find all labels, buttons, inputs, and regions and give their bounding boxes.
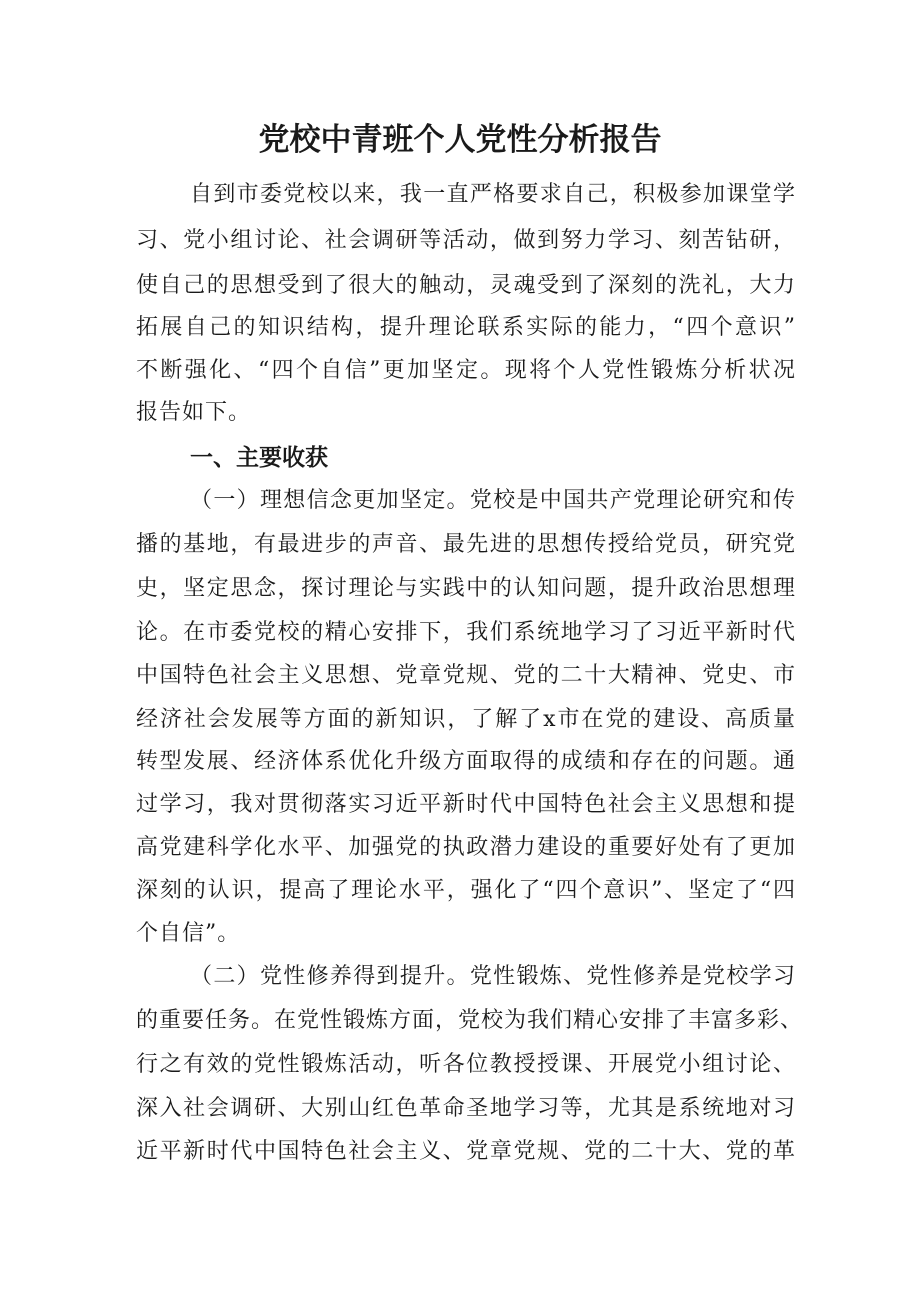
intro-line: 拓展自己的知识结构，提升理论联系实际的能力，“四个意识” xyxy=(136,315,796,340)
paragraph-line: 转型发展、经济体系优化升级方面取得的成绩和存在的问题。通 xyxy=(136,749,796,774)
paragraph-line: 经济社会发展等方面的新知识，了解了x市在党的建设、高质量 xyxy=(136,707,796,732)
intro-line: 报告如下。 xyxy=(136,400,252,425)
paragraph-line: 个自信”。 xyxy=(136,921,241,946)
intro-line: 自到市委党校以来，我一直严格要求自己，积极参加课堂学 xyxy=(190,182,796,207)
paragraph-line: 近平新时代中国特色社会主义、党章党规、党的二十大、党的革 xyxy=(136,1139,796,1164)
paragraph-line: 论。在市委党校的精心安排下，我们系统地学习了习近平新时代 xyxy=(136,620,796,645)
section-heading: 一、主要收获 xyxy=(190,445,328,471)
paragraph-line: 深刻的认识，提高了理论水平，强化了“四个意识”、坚定了“四 xyxy=(136,878,796,903)
paragraph-line: 高党建科学化水平、加强党的执政潜力建设的重要好处有了更加 xyxy=(136,835,796,860)
intro-line: 不断强化、“四个自信”更加坚定。现将个人党性锻炼分析状况 xyxy=(136,358,796,383)
paragraph-line: 过学习，我对贯彻落实习近平新时代中国特色社会主义思想和提 xyxy=(136,792,796,817)
paragraph-line: （一）理想信念更加坚定。党校是中国共产党理论研究和传 xyxy=(190,488,796,513)
paragraph-line: 深入社会调研、大别山红色革命圣地学习等，尤其是系统地对习 xyxy=(136,1096,796,1121)
paragraph-line: 行之有效的党性锻炼活动，听各位教授授课、开展党小组讨论、 xyxy=(136,1052,796,1077)
intro-line: 使自己的思想受到了很大的触动，灵魂受到了深刻的洗礼，大力 xyxy=(136,273,796,298)
paragraph-line: 史，坚定思念，探讨理论与实践中的认知问题，提升政治思想理 xyxy=(136,576,796,601)
document-title: 党校中青班个人党性分析报告 xyxy=(258,122,662,158)
paragraph-line: 的重要任务。在党性锻炼方面，党校为我们精心安排了丰富多彩、 xyxy=(136,1008,804,1033)
intro-line: 习、党小组讨论、社会调研等活动，做到努力学习、刻苦钻研， xyxy=(136,228,796,253)
paragraph-line: （二）党性修养得到提升。党性锻炼、党性修养是党校学习 xyxy=(190,964,796,989)
paragraph-line: 播的基地，有最进步的声音、最先进的思想传授给党员，研究党 xyxy=(136,532,796,557)
paragraph-line: 中国特色社会主义思想、党章党规、党的二十大精神、党史、市 xyxy=(136,663,796,688)
